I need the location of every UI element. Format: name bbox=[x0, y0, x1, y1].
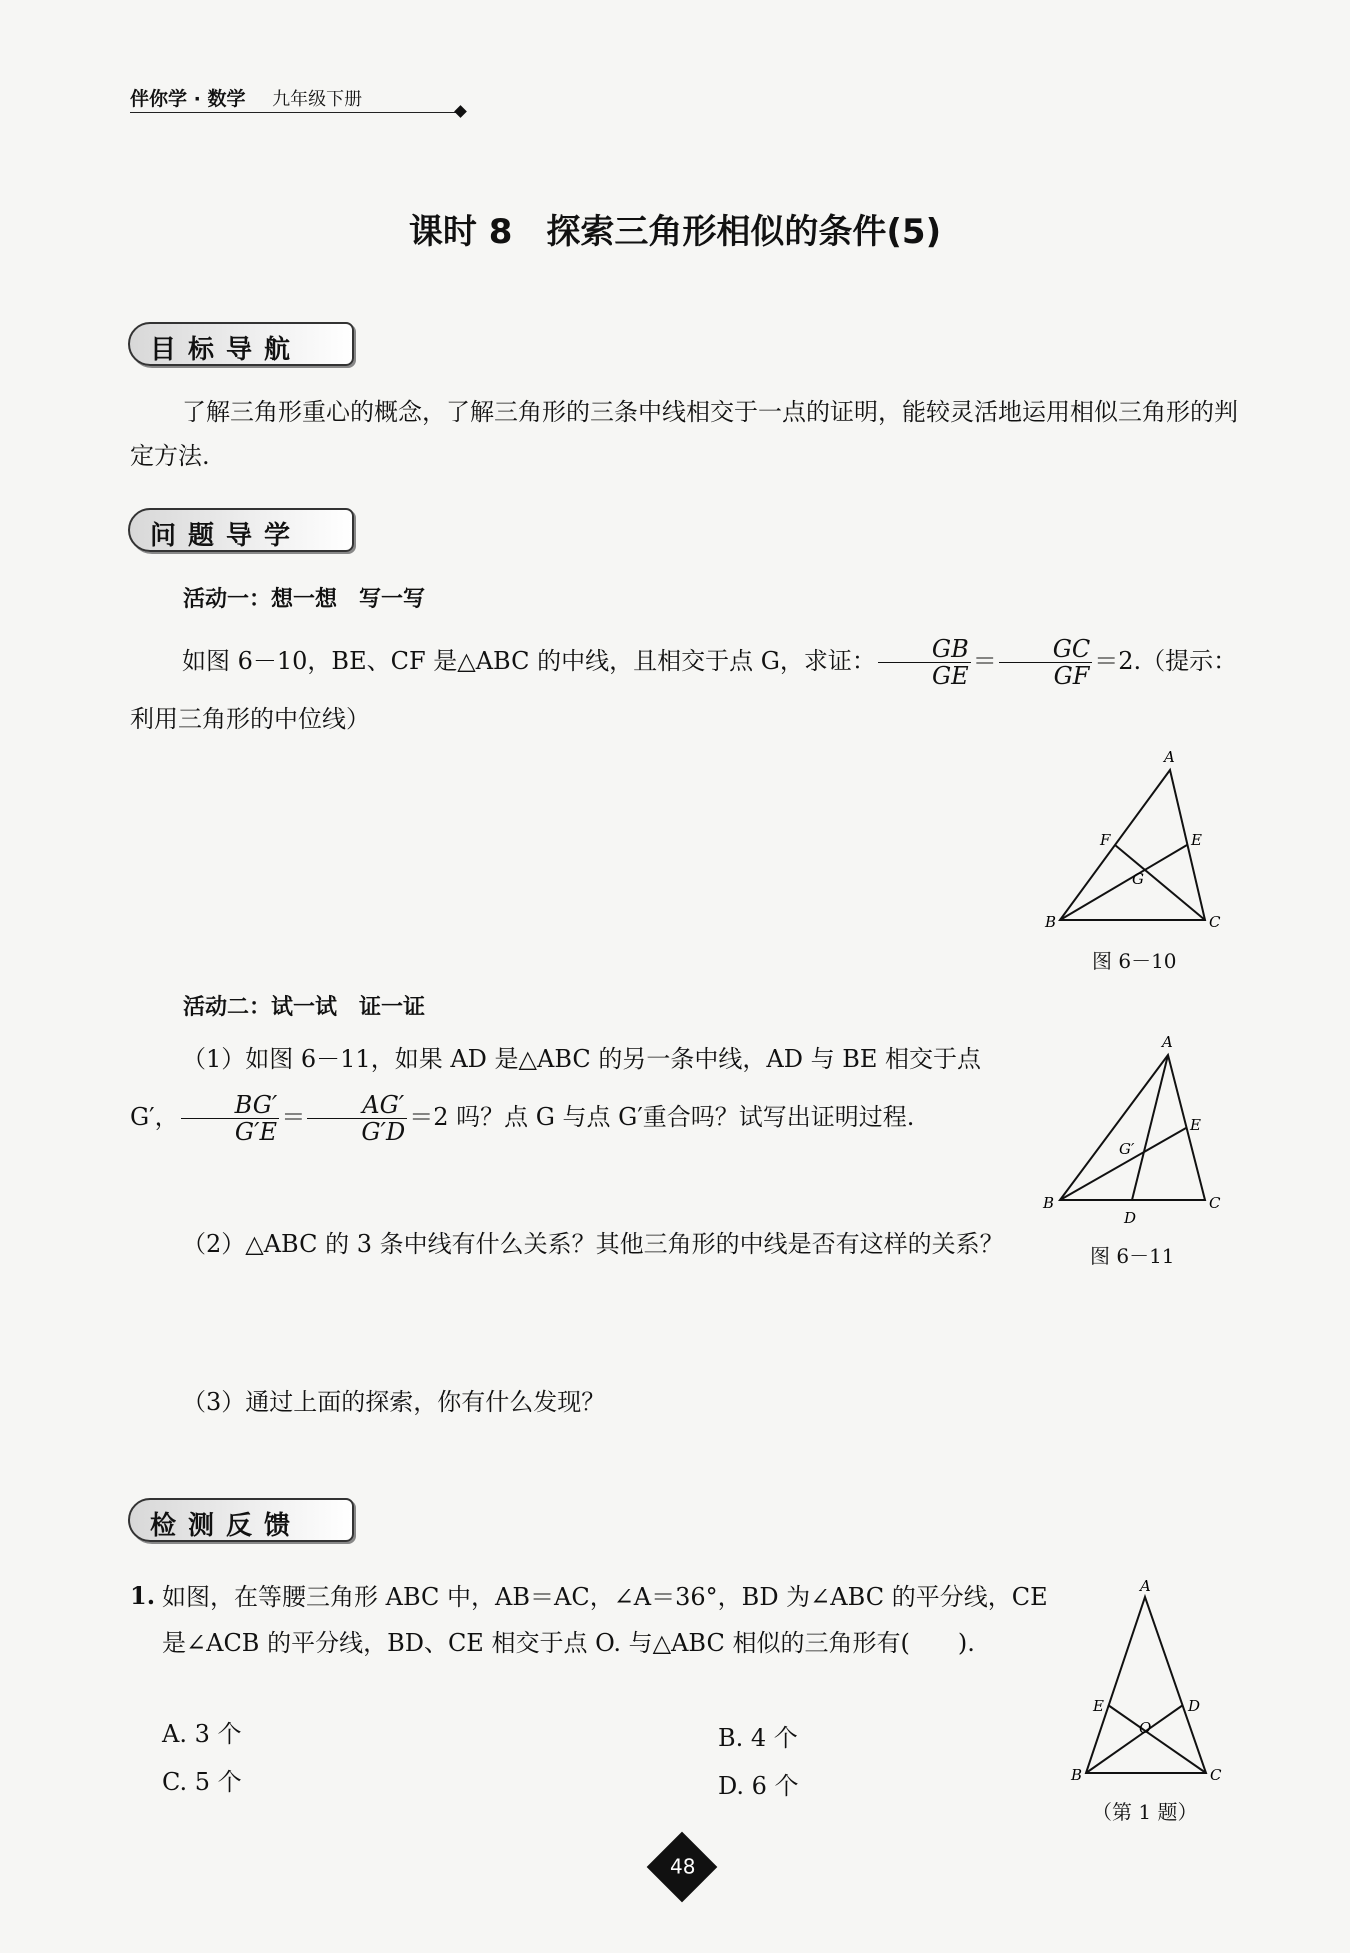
figure-question1 bbox=[1060, 1575, 1240, 1790]
activity2-heading: 活动二：试一试 证一证 bbox=[183, 995, 426, 1020]
activity1-text-pre: 如图 6－10，BE、CF 是△ABC 的中线，且相交于点 G，求证： bbox=[182, 647, 876, 675]
option-c[interactable]: C. 5 个 bbox=[162, 1768, 242, 1796]
label-e: E bbox=[1093, 1697, 1104, 1715]
figure-6-11-caption: 图 6－11 bbox=[1090, 1244, 1175, 1268]
activity1-text-post: ＝2.（提示：利用三角形的中位线） bbox=[130, 647, 1238, 733]
figure-6-11 bbox=[1040, 1030, 1240, 1230]
page-number-badge bbox=[647, 1832, 718, 1903]
label-b: B bbox=[1071, 1766, 1083, 1784]
question1-text: 如图，在等腰三角形 ABC 中，AB＝AC，∠A＝36°，BD 为∠ABC 的平分线，CE 是∠ACB 的平分线，BD、CE 相交于点 O. 与△ABC 相似的三角形有( ). bbox=[162, 1583, 1048, 1657]
label-c: C bbox=[1209, 913, 1221, 931]
label-a: A bbox=[1164, 748, 1175, 766]
figure-6-10 bbox=[1040, 745, 1240, 935]
section-guide-banner bbox=[128, 508, 354, 552]
label-b: B bbox=[1045, 913, 1057, 931]
activity2-q1: （1）如图 6－11，如果 AD 是△ABC 的另一条中线，AD 与 BE 相交于点 G′， $\frac{BG'}{G'E}$ ＝ $\frac{AG'}{G'D}$ ＝2 吗？点 G 与点 G′重合吗？试写出证明过程. bbox=[130, 1045, 982, 1146]
activity1-text: 如图 6－10，BE、CF 是△ABC 的中线，且相交于点 G，求证： $\frac{GB}{GE}$ ＝ $\frac{GC}{GF}$ ＝2.（提示：利用三角形的中位线） bbox=[130, 634, 1238, 733]
option-b[interactable]: B. 4 个 bbox=[718, 1724, 798, 1752]
label-b: B bbox=[1043, 1194, 1055, 1212]
label-a: A bbox=[1162, 1033, 1173, 1051]
median-be bbox=[1060, 845, 1187, 920]
label-f: F bbox=[1100, 831, 1111, 849]
activity2-q1-pre: （1）如图 6－11，如果 AD 是△ABC 的另一条中线，AD 与 BE 相交于点 G′， bbox=[130, 1045, 982, 1131]
section-check-label: 检测反馈 bbox=[150, 1511, 303, 1541]
label-c: C bbox=[1210, 1766, 1222, 1784]
label-g-prime: G′ bbox=[1119, 1140, 1135, 1158]
label-d: D bbox=[1188, 1697, 1201, 1715]
figure-question1-caption: （第 1 题） bbox=[1092, 1800, 1198, 1824]
label-c: C bbox=[1209, 1194, 1221, 1212]
figure-6-10-caption: 图 6－10 bbox=[1092, 949, 1177, 973]
section-goal-label: 目标导航 bbox=[150, 335, 303, 365]
option-a[interactable]: A. 3 个 bbox=[162, 1720, 242, 1748]
activity1-heading: 活动一：想一想 写一写 bbox=[183, 587, 426, 612]
triangle-abc bbox=[1060, 770, 1205, 920]
page-number: 48 bbox=[669, 1854, 696, 1879]
header-diamond-icon bbox=[454, 105, 467, 118]
activity2-q3: （3）通过上面的探索，你有什么发现？ bbox=[182, 1388, 606, 1416]
section-guide-label: 问题导学 bbox=[150, 521, 303, 551]
fraction-bg-ge: $\frac{BG'}{G'E}$ bbox=[181, 1092, 280, 1146]
label-o: O bbox=[1139, 1719, 1152, 1737]
goal-text: 了解三角形重心的概念，了解三角形的三条中线相交于一点的证明，能较灵活地运用相似三角形的判定方法. bbox=[130, 398, 1238, 470]
median-cf bbox=[1115, 845, 1205, 920]
median-be bbox=[1060, 1128, 1186, 1200]
label-a: A bbox=[1140, 1577, 1151, 1595]
triangle-abc bbox=[1086, 1597, 1206, 1773]
label-e: E bbox=[1191, 831, 1202, 849]
section-goal-banner bbox=[128, 322, 354, 366]
bisector-ce bbox=[1108, 1705, 1206, 1773]
book-header bbox=[130, 84, 362, 111]
activity2-q2: （2）△ABC 的 3 条中线有什么关系？其他三角形的中线是否有这样的关系？ bbox=[182, 1230, 1004, 1258]
header-rule bbox=[130, 112, 460, 113]
lesson-title: 课时 8 探索三角形相似的条件(5) bbox=[408, 212, 942, 252]
label-d: D bbox=[1124, 1209, 1137, 1227]
grade-label: 九年级下册 bbox=[272, 89, 363, 110]
option-d[interactable]: D. 6 个 bbox=[718, 1772, 799, 1800]
fraction-gb-ge: $\frac{GB}{GE}$ bbox=[878, 636, 971, 690]
section-check-banner bbox=[128, 1498, 354, 1542]
activity2-q1-post: ＝2 吗？点 G 与点 G′重合吗？试写出证明过程. bbox=[409, 1103, 915, 1131]
median-ad bbox=[1132, 1055, 1168, 1200]
question1-number: 1. bbox=[130, 1581, 156, 1610]
label-g: G bbox=[1132, 870, 1144, 888]
label-e: E bbox=[1190, 1116, 1201, 1134]
fraction-ag-gd: $\frac{AG'}{G'D}$ bbox=[307, 1092, 407, 1146]
book-name: 伴你学 · 数学 bbox=[130, 88, 246, 110]
bisector-bd bbox=[1086, 1705, 1183, 1773]
triangle-abc bbox=[1060, 1055, 1205, 1200]
fraction-gc-gf: $\frac{GC}{GF}$ bbox=[999, 636, 1093, 690]
